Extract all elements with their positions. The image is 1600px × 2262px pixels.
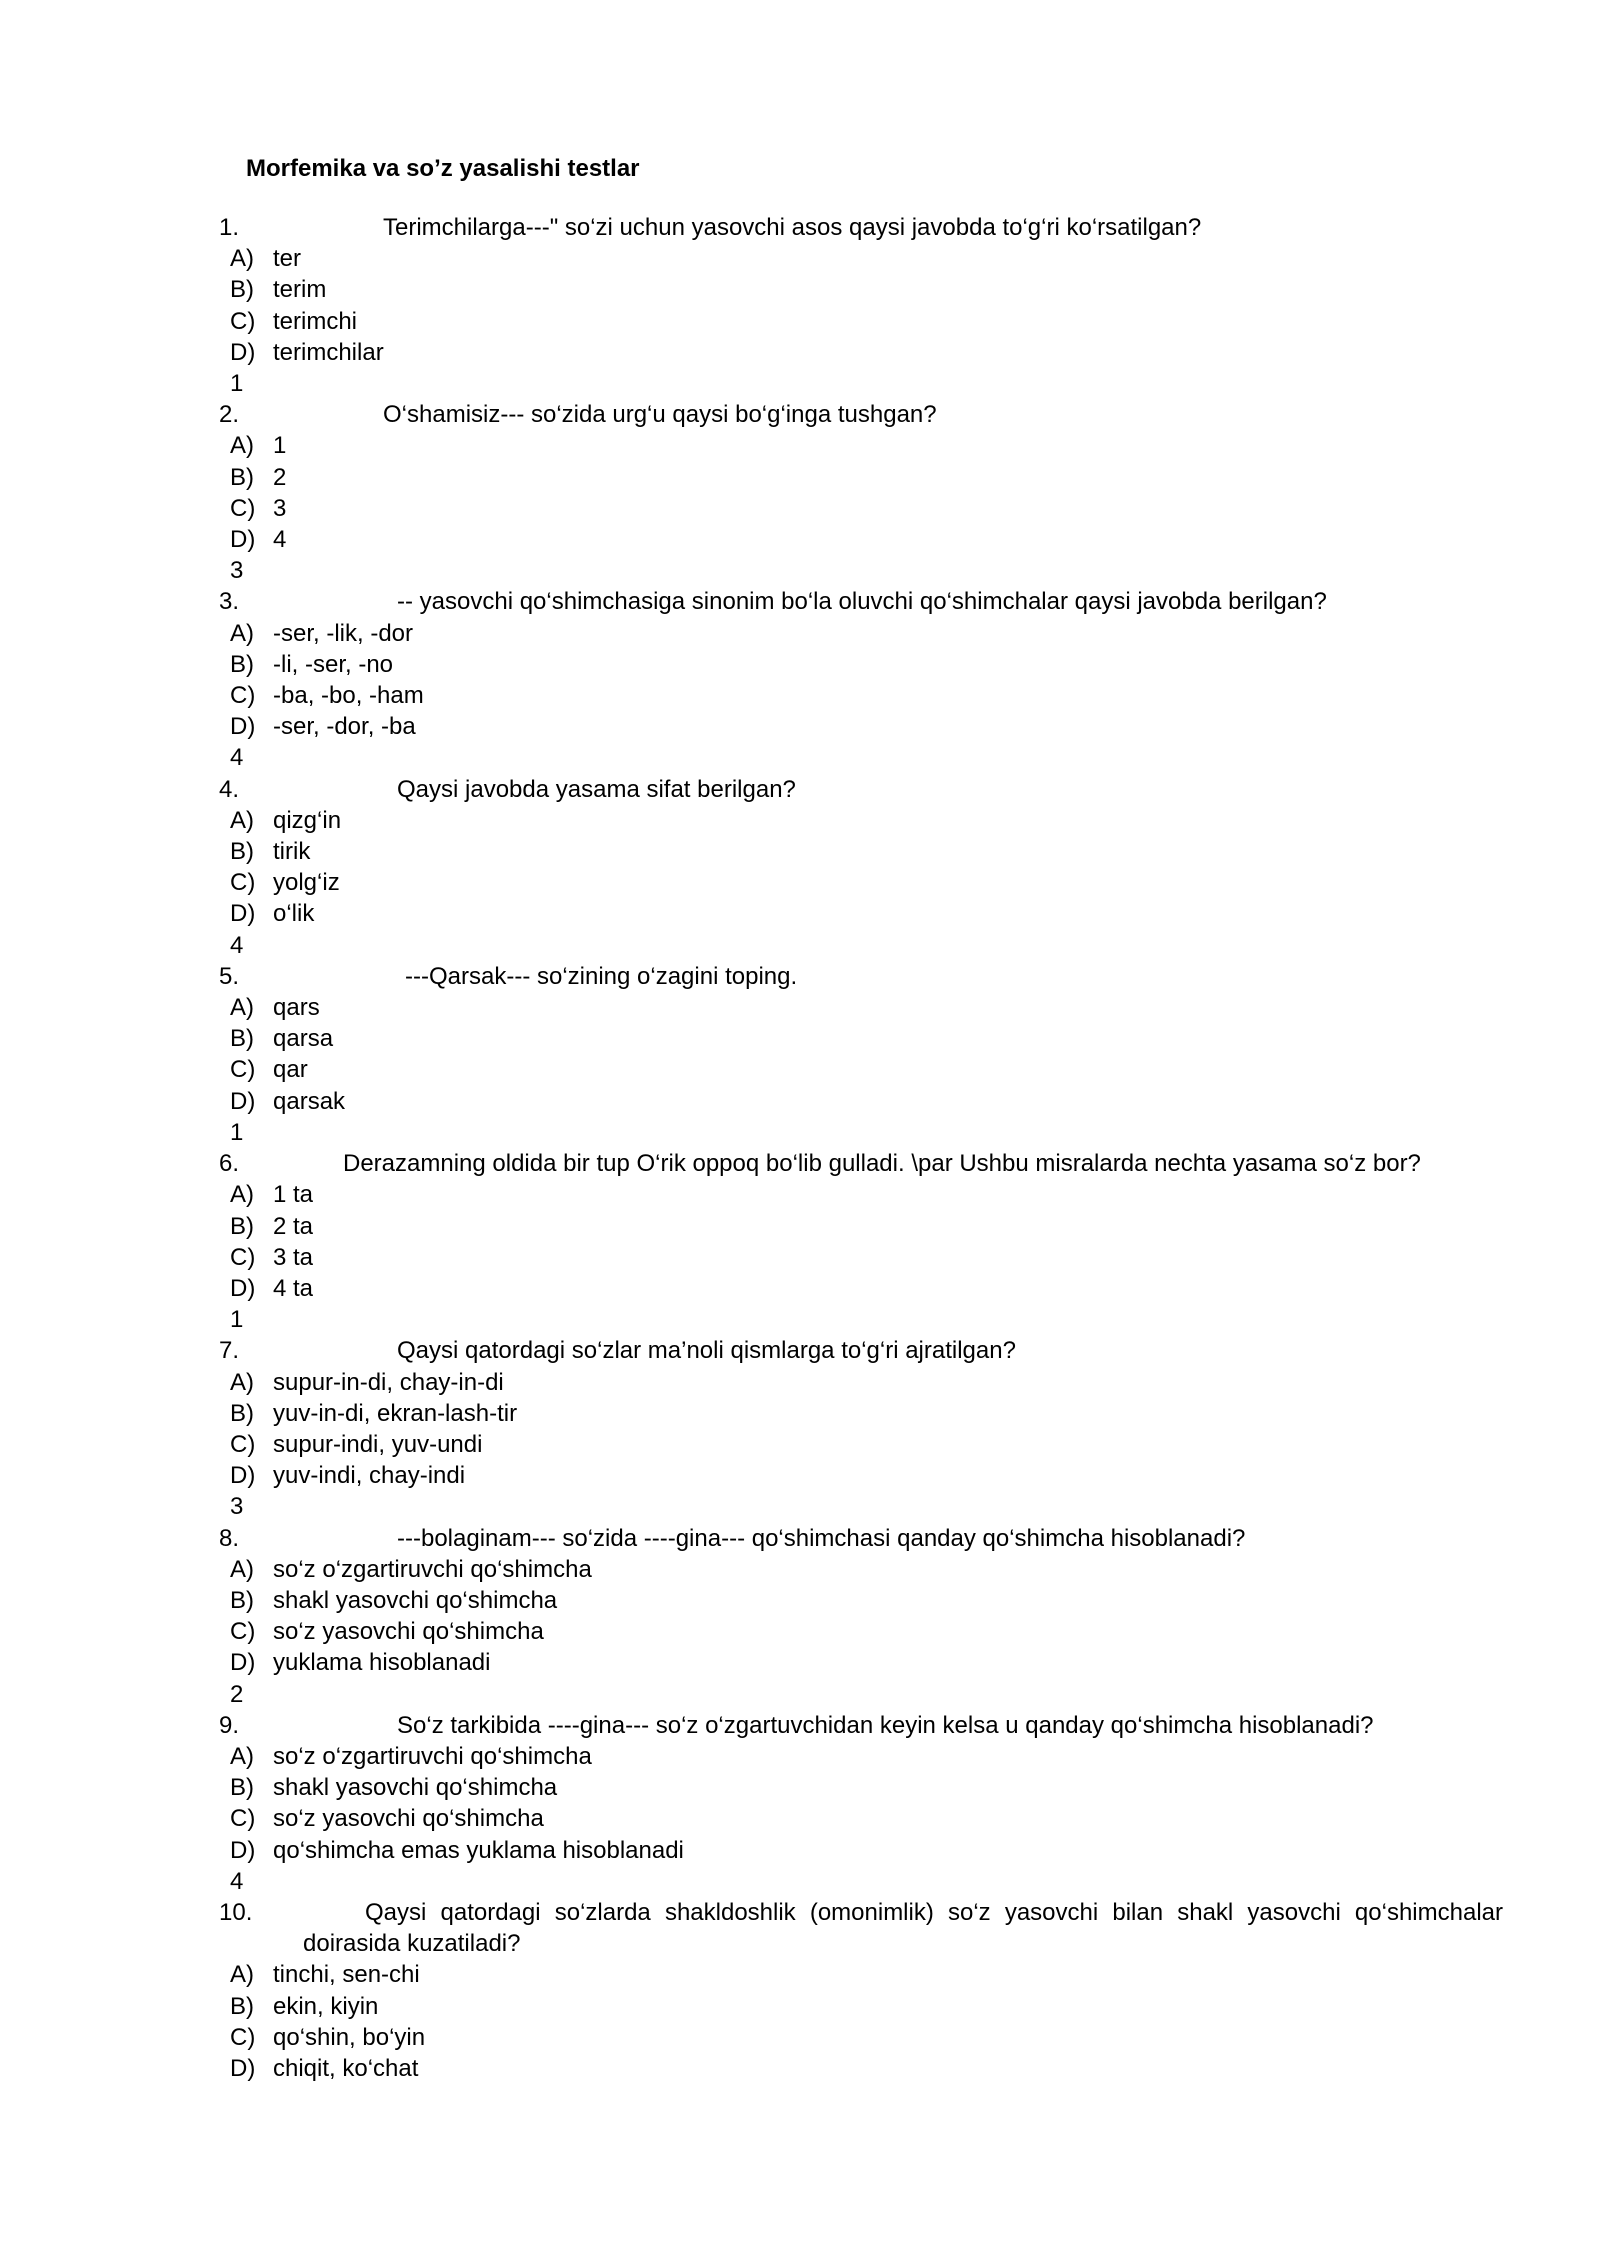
answer-option: [0, 462, 1600, 493]
option-letter: B): [230, 1025, 254, 1053]
option-text: 4 ta: [273, 1274, 314, 1302]
question-number: 8.: [219, 1524, 240, 1552]
option-letter: A): [230, 994, 254, 1022]
option-letter: D): [230, 900, 256, 928]
option-letter: D): [230, 338, 256, 366]
question-item: [0, 1710, 1600, 1897]
document-title: Morfemika va so’z yasalishi testlar: [246, 155, 640, 182]
option-letter: D): [230, 1087, 256, 1115]
answer-option: [0, 649, 1600, 680]
question-text: Qaysi javobda yasama sifat berilgan?: [397, 775, 796, 803]
question-number: 10.: [219, 1898, 253, 1926]
option-letter: D): [230, 2054, 256, 2082]
question-number: 2.: [219, 401, 240, 429]
answer-option: [0, 1023, 1600, 1054]
option-text: supur-indi, yuv-undi: [273, 1430, 483, 1458]
option-letter: A): [230, 1181, 254, 1209]
option-letter: B): [230, 1212, 254, 1240]
option-letter: A): [230, 806, 254, 834]
answer-option: [0, 711, 1600, 742]
option-text: yuv-indi, chay-indi: [273, 1462, 466, 1490]
option-letter: B): [230, 276, 254, 304]
answer-option: [0, 1991, 1600, 2022]
answer-option: [0, 1460, 1600, 1491]
option-letter: B): [230, 1774, 254, 1802]
question-number: 9.: [219, 1711, 240, 1739]
option-text: 1: [273, 432, 287, 460]
question-item: [0, 774, 1600, 961]
option-letter: D): [230, 526, 256, 554]
answer-option: [0, 1772, 1600, 1803]
question-number: 4.: [219, 775, 240, 803]
answer-option: [0, 1585, 1600, 1616]
option-text: qarsa: [273, 1025, 334, 1053]
option-letter: C): [230, 869, 256, 897]
option-letter: B): [230, 838, 254, 866]
option-letter: B): [230, 463, 254, 491]
question-item: [0, 1897, 1600, 2084]
answer-key: 1: [230, 1118, 244, 1146]
option-letter: C): [230, 1618, 256, 1646]
answer-option: [0, 1398, 1600, 1429]
question-item: [0, 1523, 1600, 1710]
answer-option: [0, 992, 1600, 1023]
option-letter: D): [230, 713, 256, 741]
question-header: [0, 1148, 1600, 1179]
answer-key: 1: [230, 1306, 244, 1334]
option-text: 2: [273, 463, 287, 491]
question-text: Qaysi qatordagi so‘zlarda shakldoshlik (omonimlik) so‘z yasovchi bilan shakl yasovchi qo‘shimchalar doirasida kuzatiladi?: [303, 1898, 1503, 1958]
option-letter: A): [230, 245, 254, 273]
answer-option: [0, 618, 1600, 649]
question-number: 6.: [219, 1150, 240, 1178]
option-letter: C): [230, 1056, 256, 1084]
answer-option: [0, 898, 1600, 929]
answer-option: [0, 493, 1600, 524]
option-text: qar: [273, 1056, 308, 1084]
answer-option: [0, 337, 1600, 368]
question-header: [0, 586, 1600, 617]
answer-key: 3: [230, 557, 244, 585]
question-header: [0, 399, 1600, 430]
option-text: yolg‘iz: [273, 869, 340, 897]
question-number: 7.: [219, 1337, 240, 1365]
option-letter: A): [230, 1555, 254, 1583]
answer-option: [0, 306, 1600, 337]
question-item: [0, 1335, 1600, 1522]
question-number: 1.: [219, 214, 240, 241]
answer-option: [0, 867, 1600, 898]
question-number: 3.: [219, 588, 240, 616]
option-text: so‘z o‘zgartiruvchi qo‘shimcha: [273, 1555, 592, 1583]
option-text: terimchilar: [273, 338, 384, 366]
question-text: So‘z tarkibida ----gina--- so‘z o‘zgartuvchidan keyin kelsa u qanday qo‘shimcha hisoblanadi?: [397, 1711, 1374, 1739]
option-text: yuklama hisoblanadi: [273, 1649, 491, 1677]
question-text: Qaysi qatordagi so‘zlar ma’noli qismlarga to‘g‘ri ajratilgan?: [397, 1337, 1016, 1365]
answer-option: [0, 1835, 1600, 1866]
answer-option: [0, 2022, 1600, 2053]
answer-option: [0, 2053, 1600, 2084]
question-item: [0, 1148, 1600, 1335]
question-text: ---Qarsak--- so‘zining o‘zagini toping.: [405, 962, 798, 990]
question-header: [0, 1897, 1600, 1959]
option-letter: D): [230, 1462, 256, 1490]
option-text: tinchi, sen-chi: [273, 1961, 420, 1989]
option-text: qo‘shimcha emas yuklama hisoblanadi: [273, 1836, 684, 1864]
question-item: [0, 212, 1600, 399]
answer-option: [0, 274, 1600, 305]
option-text: qizg‘in: [273, 806, 342, 834]
option-letter: C): [230, 1430, 256, 1458]
option-text: so‘z yasovchi qo‘shimcha: [273, 1805, 544, 1833]
answer-option: [0, 836, 1600, 867]
question-list: [0, 212, 1600, 2084]
answer-key: 4: [230, 1867, 244, 1895]
answer-option: [0, 1179, 1600, 1210]
question-header: [0, 212, 1600, 243]
option-text: 2 ta: [273, 1212, 314, 1240]
option-text: shakl yasovchi qo‘shimcha: [273, 1774, 558, 1802]
option-letter: C): [230, 307, 256, 335]
answer-option: [0, 1959, 1600, 1990]
option-text: 4: [273, 526, 287, 554]
option-text: -ba, -bo, -ham: [273, 682, 424, 710]
answer-option: [0, 430, 1600, 461]
option-letter: C): [230, 2023, 256, 2051]
question-text: Derazamning oldida bir tup O‘rik oppoq bo‘lib gulladi. \par Ushbu misralarda nechta yasama so‘z bor?: [343, 1150, 1421, 1178]
answer-option: [0, 243, 1600, 274]
question-item: [0, 586, 1600, 773]
answer-option: [0, 1367, 1600, 1398]
option-text: qo‘shin, bo‘yin: [273, 2023, 426, 2051]
answer-option: [0, 1741, 1600, 1772]
option-text: -li, -ser, -no: [273, 650, 394, 678]
answer-option: [0, 1616, 1600, 1647]
answer-key: 4: [230, 744, 244, 772]
option-letter: C): [230, 682, 256, 710]
option-text: o‘lik: [273, 900, 315, 928]
answer-key: 2: [230, 1680, 244, 1708]
option-text: chiqit, ko‘chat: [273, 2054, 419, 2082]
answer-option: [0, 524, 1600, 555]
question-header: [0, 774, 1600, 805]
option-text: -ser, -lik, -dor: [273, 619, 414, 647]
option-text: 3: [273, 494, 287, 522]
option-letter: C): [230, 1243, 256, 1271]
option-text: terim: [273, 276, 327, 304]
option-text: yuv-in-di, ekran-lash-tir: [273, 1399, 518, 1427]
answer-option: [0, 1211, 1600, 1242]
answer-option: [0, 680, 1600, 711]
question-text: ---bolaginam--- so‘zida ----gina--- qo‘shimchasi qanday qo‘shimcha hisoblanadi?: [397, 1524, 1246, 1552]
option-letter: B): [230, 1399, 254, 1427]
option-text: tirik: [273, 838, 311, 866]
option-letter: A): [230, 1368, 254, 1396]
option-letter: D): [230, 1274, 256, 1302]
option-letter: D): [230, 1836, 256, 1864]
question-item: [0, 961, 1600, 1148]
option-text: so‘z o‘zgartiruvchi qo‘shimcha: [273, 1742, 592, 1770]
question-header: [0, 1710, 1600, 1741]
answer-option: [0, 1554, 1600, 1585]
answer-option: [0, 1647, 1600, 1678]
answer-option: [0, 1054, 1600, 1085]
answer-option: [0, 1803, 1600, 1834]
option-letter: A): [230, 1742, 254, 1770]
option-text: -ser, -dor, -ba: [273, 713, 416, 741]
answer-option: [0, 805, 1600, 836]
answer-key: 1: [230, 370, 244, 398]
answer-option: [0, 1273, 1600, 1304]
option-letter: A): [230, 1961, 254, 1989]
answer-key: 3: [230, 1493, 244, 1521]
answer-option: [0, 1242, 1600, 1273]
option-text: supur-in-di, chay-in-di: [273, 1368, 504, 1396]
option-letter: D): [230, 1649, 256, 1677]
question-text: -- yasovchi qo‘shimchasiga sinonim bo‘la oluvchi qo‘shimchalar qaysi javobda berilgan?: [397, 588, 1327, 616]
option-text: ekin, kiyin: [273, 1992, 379, 2020]
option-text: so‘z yasovchi qo‘shimcha: [273, 1618, 544, 1646]
option-letter: B): [230, 650, 254, 678]
question-text: O‘shamisiz--- so‘zida urg‘u qaysi bo‘g‘inga tushgan?: [383, 401, 937, 429]
question-number: 5.: [219, 962, 240, 990]
option-text: 1 ta: [273, 1181, 314, 1209]
question-text: Terimchilarga---" so‘zi uchun yasovchi asos qaysi javobda to‘g‘ri ko‘rsatilgan?: [383, 214, 1202, 241]
option-letter: A): [230, 619, 254, 647]
option-letter: C): [230, 494, 256, 522]
option-text: ter: [273, 245, 302, 273]
answer-option: [0, 1429, 1600, 1460]
question-item: [0, 399, 1600, 586]
question-header: [0, 1523, 1600, 1554]
option-text: qarsak: [273, 1087, 346, 1115]
answer-option: [0, 1086, 1600, 1117]
question-header: [0, 1335, 1600, 1366]
option-text: terimchi: [273, 307, 358, 335]
option-letter: C): [230, 1805, 256, 1833]
option-text: 3 ta: [273, 1243, 314, 1271]
option-letter: B): [230, 1586, 254, 1614]
option-letter: B): [230, 1992, 254, 2020]
option-text: qars: [273, 994, 320, 1022]
option-letter: A): [230, 432, 254, 460]
answer-key: 4: [230, 931, 244, 959]
question-header: [0, 961, 1600, 992]
option-text: shakl yasovchi qo‘shimcha: [273, 1586, 558, 1614]
